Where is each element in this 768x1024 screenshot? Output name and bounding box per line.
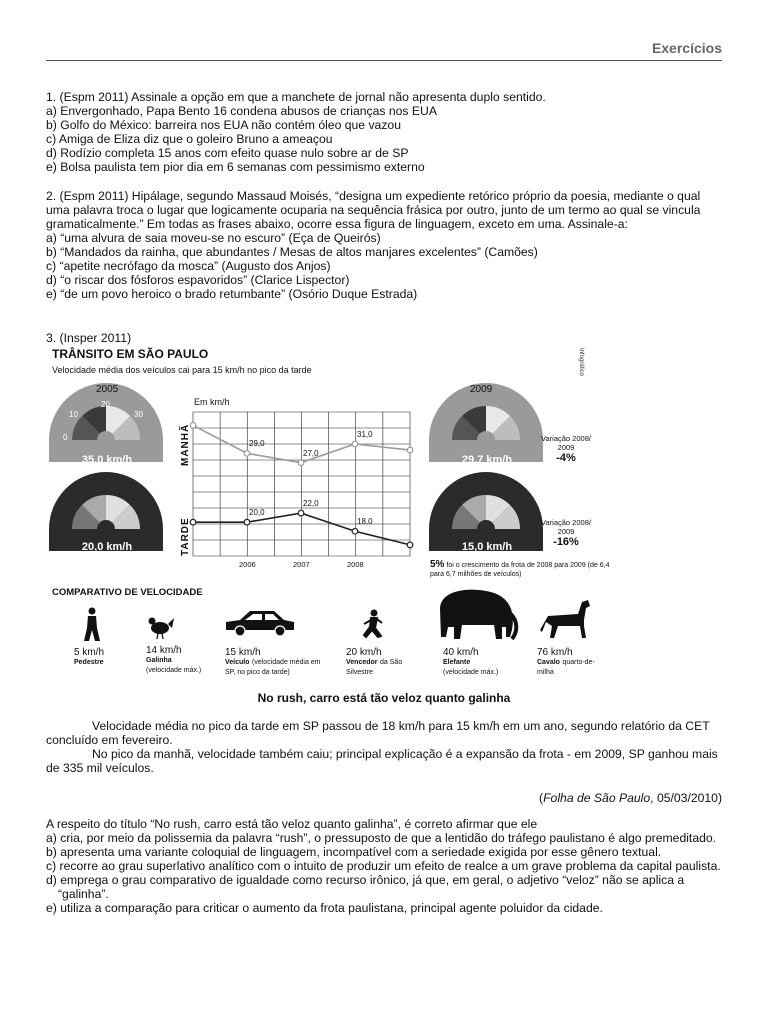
data-point xyxy=(190,423,196,429)
data-point xyxy=(298,460,304,466)
comparison-speed: 14 km/h xyxy=(146,645,182,656)
gauge-value-afternoon-2009: 15,0 km/h xyxy=(461,541,513,553)
fleet-growth-pct: 5% xyxy=(430,559,445,570)
horse-icon xyxy=(540,600,590,638)
question-1 xyxy=(46,90,722,174)
runner-icon xyxy=(364,610,382,638)
data-point xyxy=(352,441,358,447)
gauge-tick: 0 xyxy=(63,433,68,442)
gauge-tick: 30 xyxy=(134,410,143,419)
data-point xyxy=(190,519,196,525)
variation-morning xyxy=(536,434,596,463)
option-e: e) “de um povo heroico o brado retumbante” (Osório Duque Estrada) xyxy=(46,287,418,301)
question-stem: A respeito do título “No rush, carro está tão veloz quanto galinha”, é correto afirmar que ele xyxy=(46,817,538,831)
comparison-name: Pedestre xyxy=(74,659,104,666)
article-paragraph-2: No pico da manhã, velocidade também caiu; principal explicação é a expansão da frota - em 2009, SP ganhou mais de 335 mil veículos. xyxy=(46,747,718,775)
comparison-name: Veículo xyxy=(225,659,250,666)
data-label: 29,0 xyxy=(249,439,265,449)
x-tick-label: 2007 xyxy=(293,560,310,569)
comparison-item-runner xyxy=(346,648,426,677)
variation-afternoon-value: -16% xyxy=(553,536,579,548)
infographic-subtitle: Velocidade média dos veículos cai para 15 km/h no pico da tarde xyxy=(52,365,312,375)
data-point xyxy=(352,528,358,534)
comparison-name: Vencedor xyxy=(346,659,378,666)
chart-grid xyxy=(190,412,413,556)
gauge-value-afternoon-2005: 20,0 km/h xyxy=(81,541,133,553)
article-source xyxy=(539,791,722,805)
question-3-body xyxy=(46,817,722,915)
data-label: 20,0 xyxy=(249,508,265,518)
data-point xyxy=(407,447,413,453)
axis-label-afternoon: TARDE xyxy=(180,517,191,556)
option-d: d) Rodízio completa 15 anos com efeito quase nulo sobre ar de SP xyxy=(46,146,409,160)
car-icon xyxy=(226,611,294,636)
option-d: d) “o riscar dos fósforos espavoridos” (Clarice Lispector) xyxy=(46,273,350,287)
comparison-speed: 15 km/h xyxy=(225,647,261,658)
comparison-note: da São Silvestre xyxy=(346,659,403,676)
option-a: a) cria, por meio da polissemia da palavra “rush”, o pressuposto de que a lentidão do tráfego paulistano é algo premeditado. xyxy=(46,831,717,845)
comparison-name: Cavalo xyxy=(537,659,560,666)
option-a: a) Envergonhado, Papa Bento 16 condena abusos de crianças nos EUA xyxy=(46,104,437,118)
variation-label: Variação 2008/ 2009 xyxy=(541,434,591,452)
gauge-value-morning-2009: 29,7 km/h xyxy=(461,454,513,466)
x-tick-label: 2008 xyxy=(347,560,364,569)
option-c: c) Amiga de Eliza diz que o goleiro Bruno a ameaçou xyxy=(46,132,333,146)
data-point xyxy=(298,510,304,516)
comparison-speed: 76 km/h xyxy=(537,647,573,658)
x-tick-label: 2006 xyxy=(239,560,256,569)
option-b: b) “Mandados da rainha, que abundantes / Mesas de altos manjares excelentes” (Camões) xyxy=(46,245,538,259)
comparison-item-horse xyxy=(537,648,607,677)
infographic-title: TRÂNSITO EM SÃO PAULO xyxy=(52,347,209,361)
pedestrian-icon xyxy=(84,608,100,642)
comparison-item-vehicle xyxy=(225,648,325,677)
data-point xyxy=(244,519,250,525)
fleet-growth-note xyxy=(430,561,610,579)
gauge-afternoon-2009 xyxy=(429,472,543,551)
infographic-caption: No rush, carro está tão veloz quanto galinha xyxy=(257,691,511,705)
comparison-speed: 40 km/h xyxy=(443,647,479,658)
variation-label: Variação 2008/ 2009 xyxy=(541,518,591,536)
data-label: 27,0 xyxy=(303,448,319,458)
option-e: e) Bolsa paulista tem pior dia em 6 semanas com pessimismo externo xyxy=(46,160,425,174)
option-d: d) emprega o grau comparativo de igualdade como recurso irônico, já que, em geral, o adjetivo “veloz” não se aplica a “galinha”. xyxy=(46,873,685,901)
comparison-name: Elefante xyxy=(443,659,471,666)
variation-morning-value: -4% xyxy=(556,452,576,464)
comparison-item-pedestrian xyxy=(74,648,134,667)
source-publication: Folha de São Paulo xyxy=(543,791,651,805)
comparison-note: (velocidade máx.) xyxy=(146,667,202,674)
traffic-infographic xyxy=(48,344,608,679)
gauge-value-morning-2005: 35,0 km/h xyxy=(81,454,133,466)
data-label: 18,0 xyxy=(357,517,373,527)
option-b: b) Golfo do México: barreira nos EUA não contém óleo que vazou xyxy=(46,118,401,132)
data-point xyxy=(407,542,413,548)
question-stem: 1. (Espm 2011) Assinale a opção em que a manchete de jornal não apresenta duplo sentido. xyxy=(46,90,546,104)
gauge-tick: 10 xyxy=(69,410,78,419)
source-date: , 05/03/2010) xyxy=(650,791,722,805)
fleet-growth-text: foi o crescimento da frota de 2008 para 2009 (de 6,4 para 6,7 milhões de veículos) xyxy=(430,562,610,578)
comparison-note: (velocidade máx.) xyxy=(443,669,499,676)
question-stem: 2. (Espm 2011) Hipálage, segundo Massaud Moisés, “designa um expediente retórico próprio da poesia, mediante o qual uma palavra troca o lugar que logicamente ocuparia na sequência frásica por outro, junto de um termo ao qual se vincula gramaticalmente.” Em todas as frases abaixo, ocorre essa figura de linguagem, exceto em uma. Assinale-a: xyxy=(46,189,701,231)
comparison-item-elephant xyxy=(443,648,523,677)
option-b: b) apresenta uma variante coloquial de linguagem, incompatível com a seriedade exigida por esse gênero textual. xyxy=(46,845,662,859)
comparison-speed: 5 km/h xyxy=(74,647,105,658)
option-a: a) “uma alvura de saia moveu-se no escuro” (Eça de Queirós) xyxy=(46,231,381,245)
gauge-tick: 20 xyxy=(101,400,110,409)
data-point xyxy=(244,451,250,457)
source-open: ( xyxy=(539,791,544,805)
elephant-icon xyxy=(440,590,516,639)
article-paragraph-1: Velocidade média no pico da tarde em SP passou de 18 km/h para 15 km/h em um ano, segundo relatório da CET concluído em fevereiro. xyxy=(46,719,710,747)
page-header-title: Exercícios xyxy=(651,40,722,56)
option-c: c) “apetite necrófago da mosca” (Augusto dos Anjos) xyxy=(46,259,331,273)
option-c: c) recorre ao grau superlativo analítico com o intuito de produzir um efeito de realce a um grave problema da capital paulista. xyxy=(46,859,721,873)
question-3-header: 3. (Insper 2011) xyxy=(46,331,132,345)
comparison-title: COMPARATIVO DE VELOCIDADE xyxy=(52,587,203,598)
infographic-graphics xyxy=(48,344,608,679)
option-e: e) utiliza a comparação para criticar o aumento da frota paulistana, principal agente poluidor da cidade. xyxy=(46,901,603,915)
unit-label: Em km/h xyxy=(194,397,230,407)
year-label-left: 2005 xyxy=(96,384,119,395)
variation-afternoon xyxy=(536,518,596,547)
gauge-afternoon-2005 xyxy=(49,472,163,551)
comparison-note: (velocidade média em SP, no pico da tarde) xyxy=(225,659,321,676)
year-label-right: 2009 xyxy=(470,384,493,395)
data-label: 22,0 xyxy=(303,499,319,509)
comparison-note: quarto-de-milha xyxy=(537,659,595,676)
comparison-speed: 20 km/h xyxy=(346,647,382,658)
comparison-name: Galinha xyxy=(146,657,172,664)
question-2 xyxy=(46,189,722,301)
data-label: 31,0 xyxy=(357,430,373,439)
axis-label-morning: MANHÃ xyxy=(180,423,191,466)
comparison-item-chicken xyxy=(146,646,216,675)
chicken-icon xyxy=(149,618,175,640)
header-rule xyxy=(46,60,722,61)
infographic-credit: Infográfico xyxy=(578,348,584,377)
